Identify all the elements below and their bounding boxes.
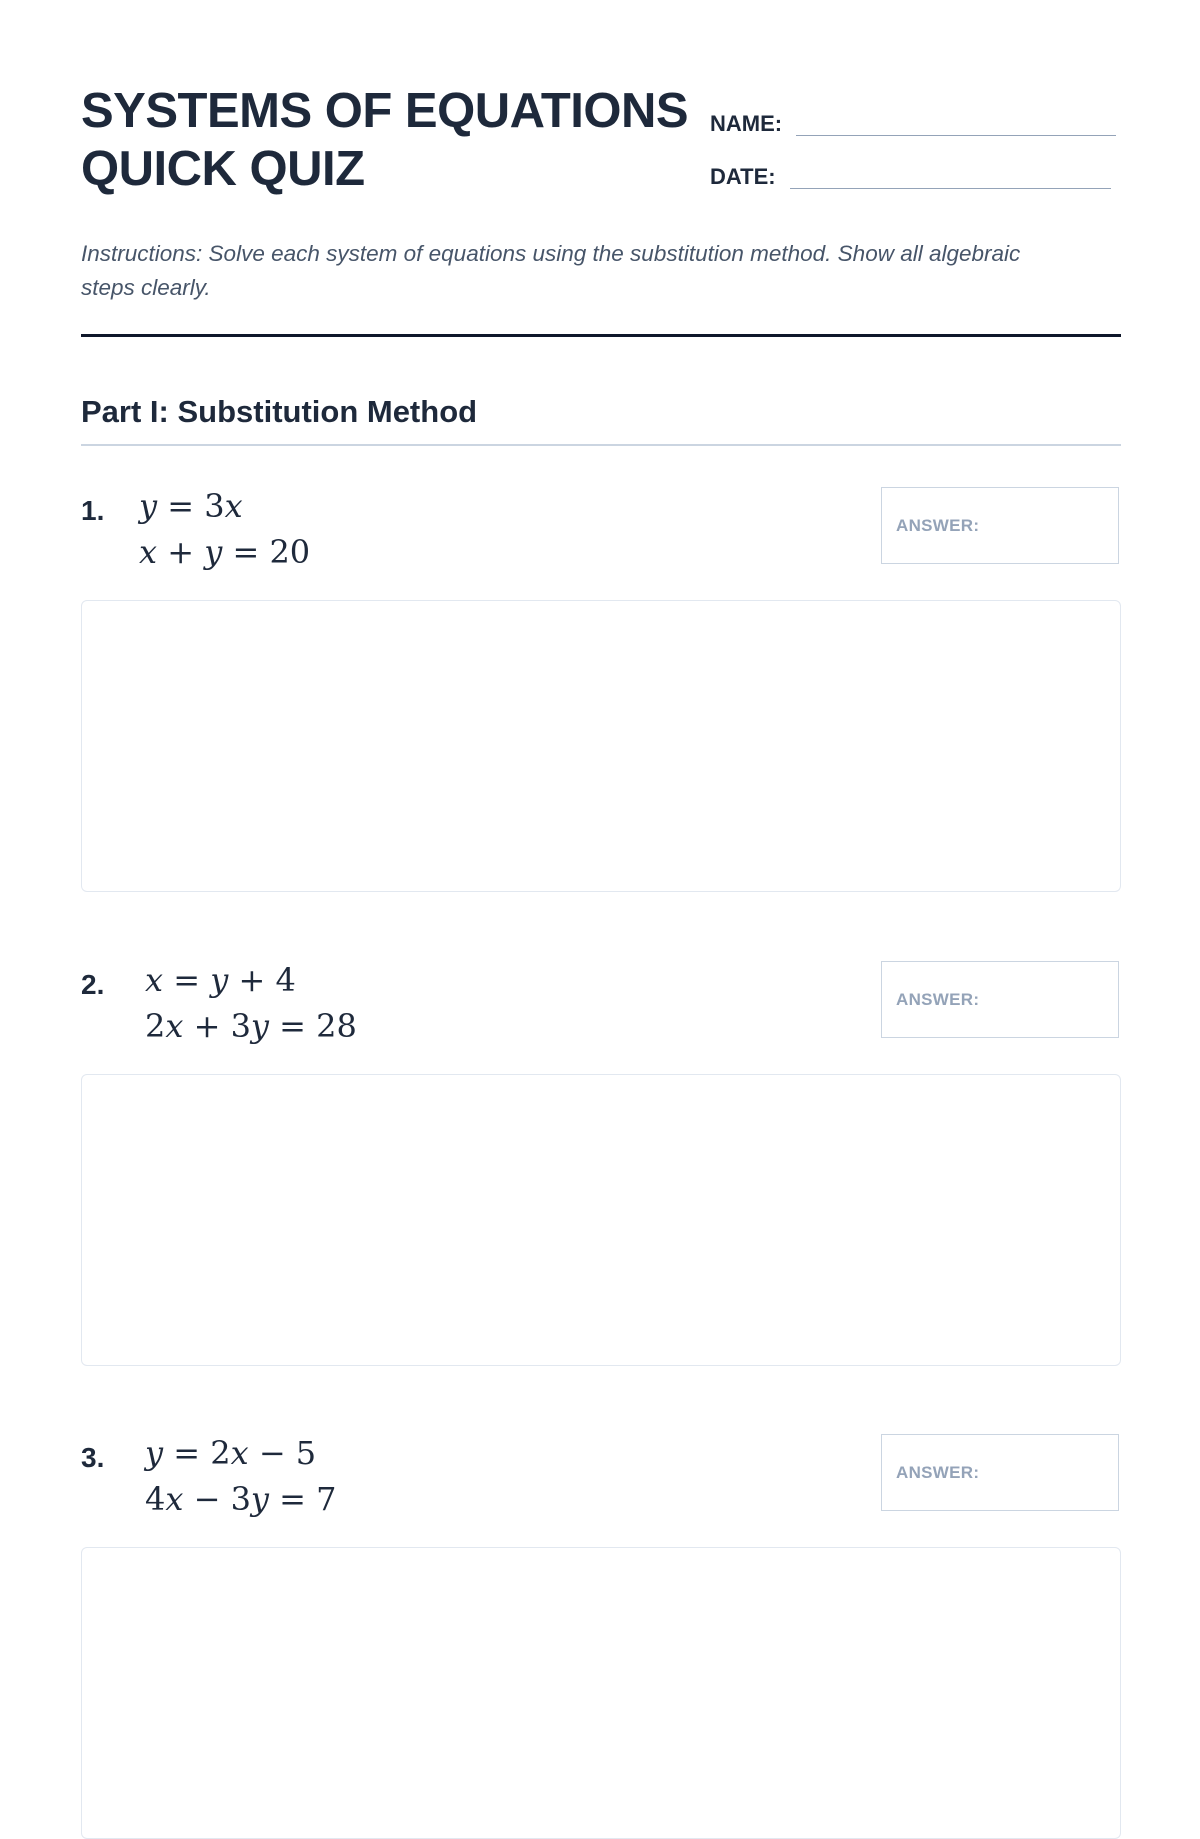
problem-number: 1.: [81, 495, 105, 526]
answer-box[interactable]: [881, 1434, 1119, 1511]
work-area-3[interactable]: [81, 1547, 1121, 1839]
equation-1: y = 2x − 5: [145, 1434, 317, 1472]
date-field[interactable]: [790, 187, 1111, 189]
problem-number: 2.: [81, 969, 105, 1000]
name-field[interactable]: [796, 134, 1116, 136]
problem-number: 3.: [81, 1442, 105, 1473]
title-line-1: SYSTEMS OF EQUATIONS: [81, 84, 689, 138]
equation-2: x + y = 20: [139, 533, 311, 571]
answer-box[interactable]: [881, 487, 1119, 564]
work-area-2[interactable]: [81, 1074, 1121, 1366]
part-divider: [81, 444, 1121, 446]
header-divider: [81, 334, 1121, 337]
answer-label: ANSWER:: [896, 1463, 980, 1482]
answer-label: ANSWER:: [896, 516, 980, 535]
instructions-text: Instructions: Solve each system of equations using the substitution method. Show all algebraic steps clearly.: [81, 241, 1021, 300]
answer-label: ANSWER:: [896, 990, 980, 1009]
date-label: DATE:: [710, 164, 776, 189]
name-row: [710, 112, 1116, 136]
title-line-2: QUICK QUIZ: [81, 142, 365, 196]
date-row: [710, 165, 1111, 189]
name-label: NAME:: [710, 111, 783, 136]
equation-2: 2x + 3y = 28: [145, 1007, 357, 1045]
page-title: [81, 82, 701, 198]
equation-1: y = 3x: [139, 487, 243, 525]
answer-box[interactable]: [881, 961, 1119, 1038]
equation-1: x = y + 4: [145, 961, 296, 999]
work-area-1[interactable]: [81, 600, 1121, 892]
quiz-page: [81, 0, 1121, 1600]
equation-2: 4x − 3y = 7: [145, 1480, 337, 1518]
part-title: Part I: Substitution Method: [81, 394, 478, 429]
